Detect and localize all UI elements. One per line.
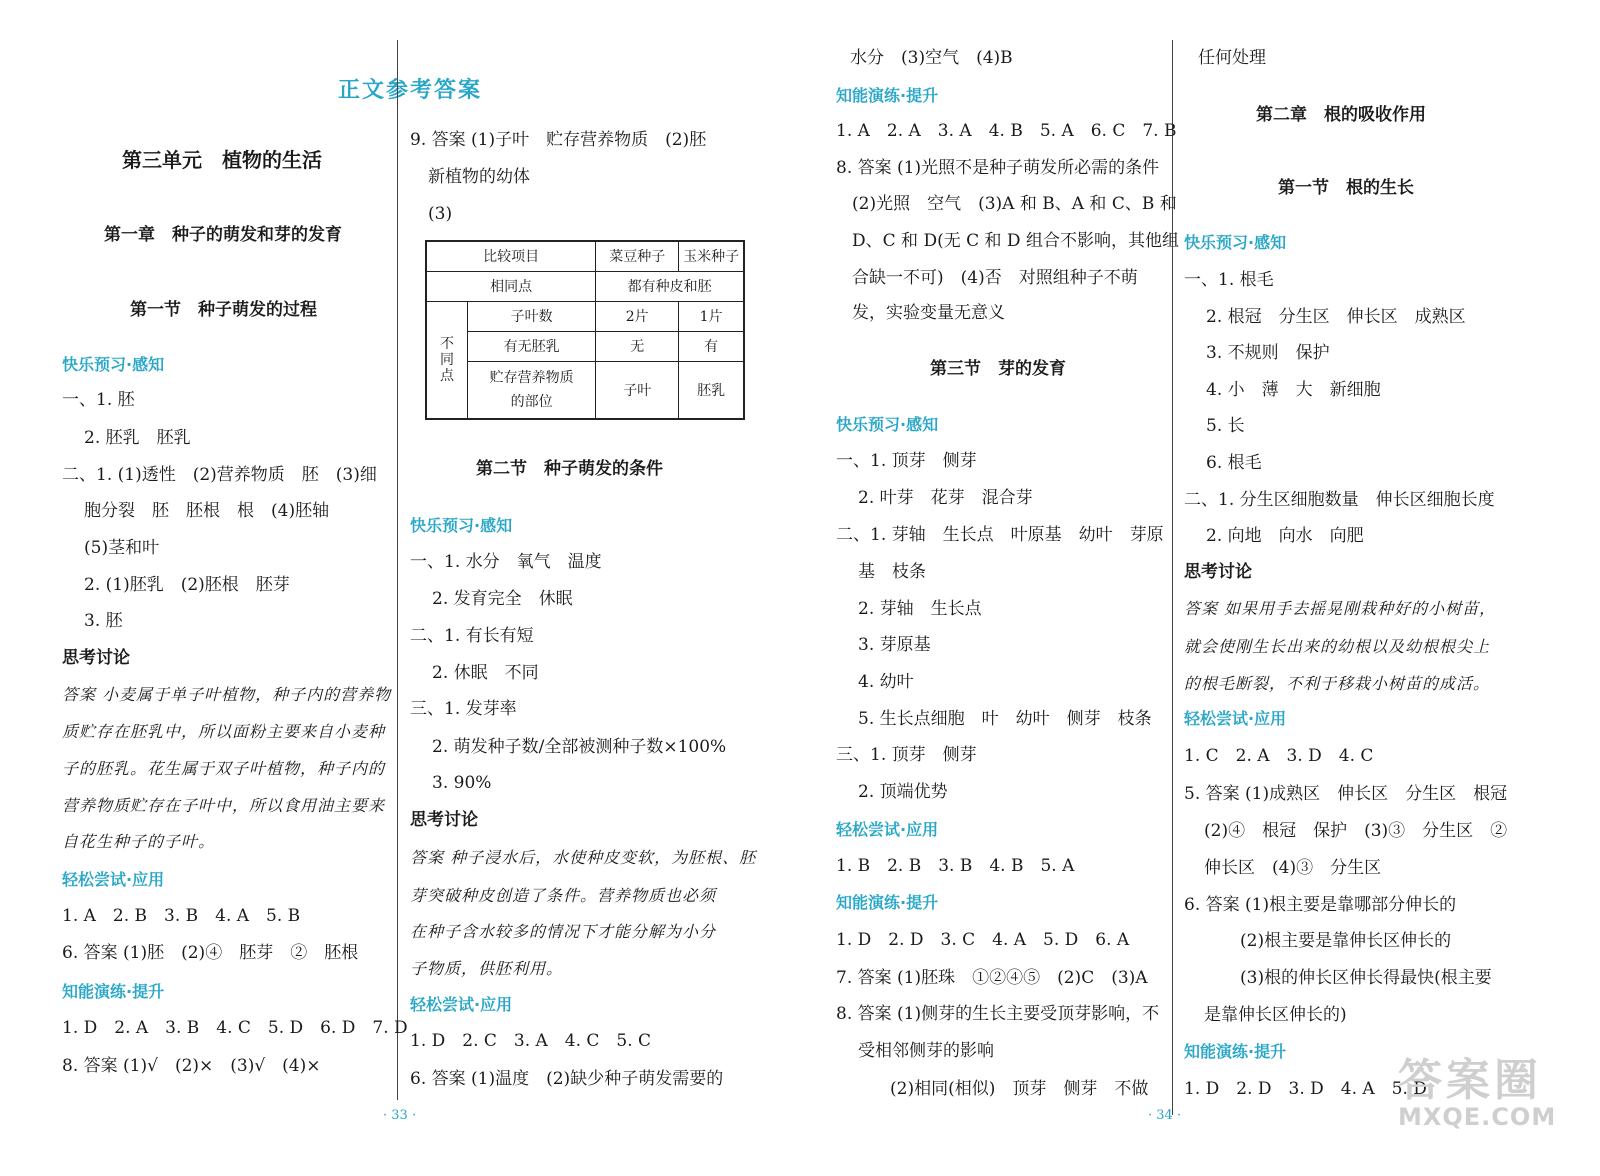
answer-line: 二、1. 有长有短 bbox=[410, 626, 534, 646]
table-cell: 子叶 bbox=[596, 361, 679, 419]
answer-line: 2. 胚乳 胚乳 bbox=[84, 428, 191, 448]
section-label: 轻松尝试·应用 bbox=[1184, 709, 1287, 728]
heading: 第二章 根的吸收作用 bbox=[1256, 105, 1426, 125]
answer-line: 2. 休眠 不同 bbox=[432, 663, 539, 683]
answer-line: 答案 种子浸水后，水使种皮变软，为胚根、胚 bbox=[410, 848, 757, 867]
heading: 第一节 根的生长 bbox=[1278, 178, 1414, 198]
table-cell: 无 bbox=[596, 331, 679, 361]
table-cell: 2片 bbox=[596, 301, 679, 331]
answer-line: D、C 和 D(无 C 和 D 组合不影响，其他组 bbox=[852, 231, 1179, 251]
section-label: 轻松尝试·应用 bbox=[836, 820, 939, 839]
answer-line: 3. 胚 bbox=[84, 611, 123, 631]
answer-line: 6. 根毛 bbox=[1206, 453, 1262, 473]
answer-line: 7. 答案 (1)胚珠 ①②④⑤ (2)C (3)A bbox=[836, 968, 1148, 988]
table-cell: 有无胚乳 bbox=[468, 331, 596, 361]
table-diff-label: 不同点 bbox=[426, 301, 468, 419]
answer-line: 3. 芽原基 bbox=[858, 635, 931, 655]
page-number-right: · 34 · bbox=[1148, 1108, 1182, 1123]
answer-line: 4. 小 薄 大 新细胞 bbox=[1206, 380, 1381, 400]
answer-line: 水分 (3)空气 (4)B bbox=[850, 48, 1013, 68]
answer-line: 是靠伸长区伸长的) bbox=[1204, 1005, 1347, 1025]
table-header-corn: 玉米种子 bbox=[679, 241, 744, 271]
table-header-item: 比较项目 bbox=[426, 241, 596, 271]
answer-line: 基 枝条 bbox=[858, 562, 926, 582]
seed-comparison-table bbox=[425, 240, 745, 420]
table-header-bean: 菜豆种子 bbox=[596, 241, 679, 271]
answer-line: 思考讨论 bbox=[1184, 562, 1252, 582]
page-title: 正文参考答案 bbox=[338, 77, 483, 103]
answer-line: 2. 萌发种子数/全部被测种子数×100% bbox=[432, 737, 727, 757]
answer-line: 受相邻侧芽的影响 bbox=[858, 1041, 994, 1061]
answer-line: 2. 叶芽 花芽 混合芽 bbox=[858, 488, 1033, 508]
answer-line: 自花生种子的子叶。 bbox=[62, 832, 216, 851]
section-label: 快乐预习·感知 bbox=[62, 355, 165, 374]
answer-line: 发，实验变量无意义 bbox=[852, 303, 1005, 323]
section-label: 知能演练·提升 bbox=[836, 86, 939, 105]
answer-line: 思考讨论 bbox=[410, 810, 478, 830]
section-label: 知能演练·提升 bbox=[62, 982, 165, 1001]
answer-line: 4. 幼叶 bbox=[858, 672, 914, 692]
answer-line: 1. A 2. B 3. B 4. A 5. B bbox=[62, 906, 301, 926]
answer-line: 5. 长 bbox=[1206, 416, 1245, 436]
answer-line: 2. 芽轴 生长点 bbox=[858, 599, 982, 619]
column-rule-1 bbox=[397, 40, 398, 1100]
answer-line: 1. D 2. A 3. B 4. C 5. D 6. D 7. D bbox=[62, 1018, 408, 1038]
answer-line: 合缺一不可) (4)否 对照组种子不萌 bbox=[852, 268, 1138, 288]
heading: 第三单元 植物的生活 bbox=[122, 148, 322, 172]
answer-line: 的根毛断裂，不利于移栽小树苗的成活。 bbox=[1184, 674, 1491, 693]
answer-line: (2)根主要是靠伸长区伸长的 bbox=[1240, 931, 1452, 951]
answer-line: 9. 答案 (1)子叶 贮存营养物质 (2)胚 bbox=[410, 130, 707, 150]
answer-line: 答案 小麦属于单子叶植物，种子内的营养物 bbox=[62, 685, 392, 704]
answer-line: 8. 答案 (1)光照不是种子萌发所必需的条件 bbox=[836, 158, 1160, 178]
answer-line: 思考讨论 bbox=[62, 648, 130, 668]
answer-line: 5. 答案 (1)成熟区 伸长区 分生区 根冠 bbox=[1184, 784, 1508, 804]
answer-line: 胞分裂 胚 胚根 根 (4)胚轴 bbox=[84, 501, 330, 521]
answer-line: 芽突破种皮创造了条件。营养物质也必须 bbox=[410, 886, 717, 905]
answer-line: 二、1. 分生区细胞数量 伸长区细胞长度 bbox=[1184, 490, 1495, 510]
answer-line: 一、1. 顶芽 侧芽 bbox=[836, 451, 977, 471]
answer-line: 6. 答案 (1)温度 (2)缺少种子萌发需要的 bbox=[410, 1069, 724, 1089]
watermark-logo: 答案圈 MXQE.COM bbox=[1398, 1055, 1557, 1131]
section-label: 知能演练·提升 bbox=[1184, 1042, 1287, 1061]
answer-line: 1. C 2. A 3. D 4. C bbox=[1184, 746, 1374, 766]
answer-line: 任何处理 bbox=[1198, 48, 1266, 68]
answer-line: 子物质，供胚利用。 bbox=[410, 959, 564, 978]
table-same-value: 都有种皮和胚 bbox=[596, 271, 744, 301]
answer-line: (2)④ 根冠 保护 (3)③ 分生区 ② bbox=[1204, 821, 1508, 841]
table-cell: 1片 bbox=[679, 301, 744, 331]
answer-line: 1. D 2. D 3. C 4. A 5. D 6. A bbox=[836, 930, 1130, 950]
answer-line: 8. 答案 (1)侧芽的生长主要受顶芽影响，不 bbox=[836, 1004, 1160, 1024]
section-label: 轻松尝试·应用 bbox=[410, 995, 513, 1014]
answer-line: 2. 向地 向水 向肥 bbox=[1206, 526, 1364, 546]
answer-line: 2. 根冠 分生区 伸长区 成熟区 bbox=[1206, 307, 1466, 327]
answer-line: 答案 如果用手去摇晃刚栽种好的小树苗， bbox=[1184, 599, 1497, 618]
answer-line: 6. 答案 (1)根主要是靠哪部分伸长的 bbox=[1184, 895, 1457, 915]
answer-line: (2)光照 空气 (3)A 和 B、A 和 C、B 和 bbox=[852, 194, 1177, 214]
answer-line: 质贮存在胚乳中，所以面粉主要来自小麦种 bbox=[62, 722, 386, 741]
answer-line: 5. 生长点细胞 叶 幼叶 侧芽 枝条 bbox=[858, 709, 1152, 729]
heading: 第三节 芽的发育 bbox=[930, 359, 1066, 379]
answer-line: 在种子含水较多的情况下才能分解为小分 bbox=[410, 922, 717, 941]
answer-line: (3)根的伸长区伸长得最快(根主要 bbox=[1240, 968, 1492, 988]
section-label: 知能演练·提升 bbox=[836, 893, 939, 912]
table-cell: 胚乳 bbox=[679, 361, 744, 419]
table-cell: 贮存营养物质的部位 bbox=[468, 361, 596, 419]
answer-line: 二、1. 芽轴 生长点 叶原基 幼叶 芽原 bbox=[836, 525, 1164, 545]
answer-line: 3. 90% bbox=[432, 773, 492, 793]
table-cell: 子叶数 bbox=[468, 301, 596, 331]
answer-line: 二、1. (1)透性 (2)营养物质 胚 (3)细 bbox=[62, 465, 377, 485]
answer-line: 2. 顶端优势 bbox=[858, 782, 948, 802]
answer-line: 子的胚乳。花生属于双子叶植物，种子内的 bbox=[62, 759, 386, 778]
answer-line: 三、1. 发芽率 bbox=[410, 699, 517, 719]
answer-line: 1. A 2. A 3. A 4. B 5. A 6. C 7. B bbox=[836, 121, 1177, 141]
answer-line: 3. 不规则 保护 bbox=[1206, 343, 1330, 363]
section-label: 快乐预习·感知 bbox=[410, 516, 513, 535]
answer-line: (3) bbox=[428, 204, 453, 224]
answer-line: 1. B 2. B 3. B 4. B 5. A bbox=[836, 856, 1075, 876]
page-number-left: · 33 · bbox=[383, 1108, 417, 1123]
answer-line: 2. (1)胚乳 (2)胚根 胚芽 bbox=[84, 575, 290, 595]
answer-line: 三、1. 顶芽 侧芽 bbox=[836, 745, 977, 765]
answer-line: 1. D 2. D 3. D 4. A 5. D bbox=[1184, 1079, 1427, 1099]
heading: 第一节 种子萌发的过程 bbox=[130, 300, 317, 320]
answer-line: 营养物质贮存在子叶中，所以食用油主要来 bbox=[62, 796, 386, 815]
answer-line: 一、1. 根毛 bbox=[1184, 270, 1274, 290]
section-label: 快乐预习·感知 bbox=[836, 415, 939, 434]
section-label: 轻松尝试·应用 bbox=[62, 870, 165, 889]
answer-line: 6. 答案 (1)胚 (2)④ 胚芽 ② 胚根 bbox=[62, 943, 359, 963]
section-label: 快乐预习·感知 bbox=[1184, 233, 1287, 252]
heading: 第二节 种子萌发的条件 bbox=[476, 459, 663, 479]
heading: 第一章 种子的萌发和芽的发育 bbox=[104, 225, 342, 245]
table-same-label: 相同点 bbox=[426, 271, 596, 301]
answer-line: (5)茎和叶 bbox=[84, 538, 160, 558]
answer-line: 新植物的幼体 bbox=[428, 167, 530, 187]
answer-line: 一、1. 水分 氧气 温度 bbox=[410, 552, 602, 572]
table-cell: 有 bbox=[679, 331, 744, 361]
answer-line: 一、1. 胚 bbox=[62, 390, 135, 410]
answer-line: 就会使刚生长出来的幼根以及幼根根尖上 bbox=[1184, 637, 1491, 656]
answer-line: 2. 发育完全 休眠 bbox=[432, 589, 573, 609]
answer-line: 伸长区 (4)③ 分生区 bbox=[1204, 858, 1382, 878]
answer-line: (2)相同(相似) 顶芽 侧芽 不做 bbox=[890, 1079, 1149, 1099]
answer-line: 8. 答案 (1)√ (2)× (3)√ (4)× bbox=[62, 1056, 321, 1076]
answer-line: 1. D 2. C 3. A 4. C 5. C bbox=[410, 1031, 652, 1051]
